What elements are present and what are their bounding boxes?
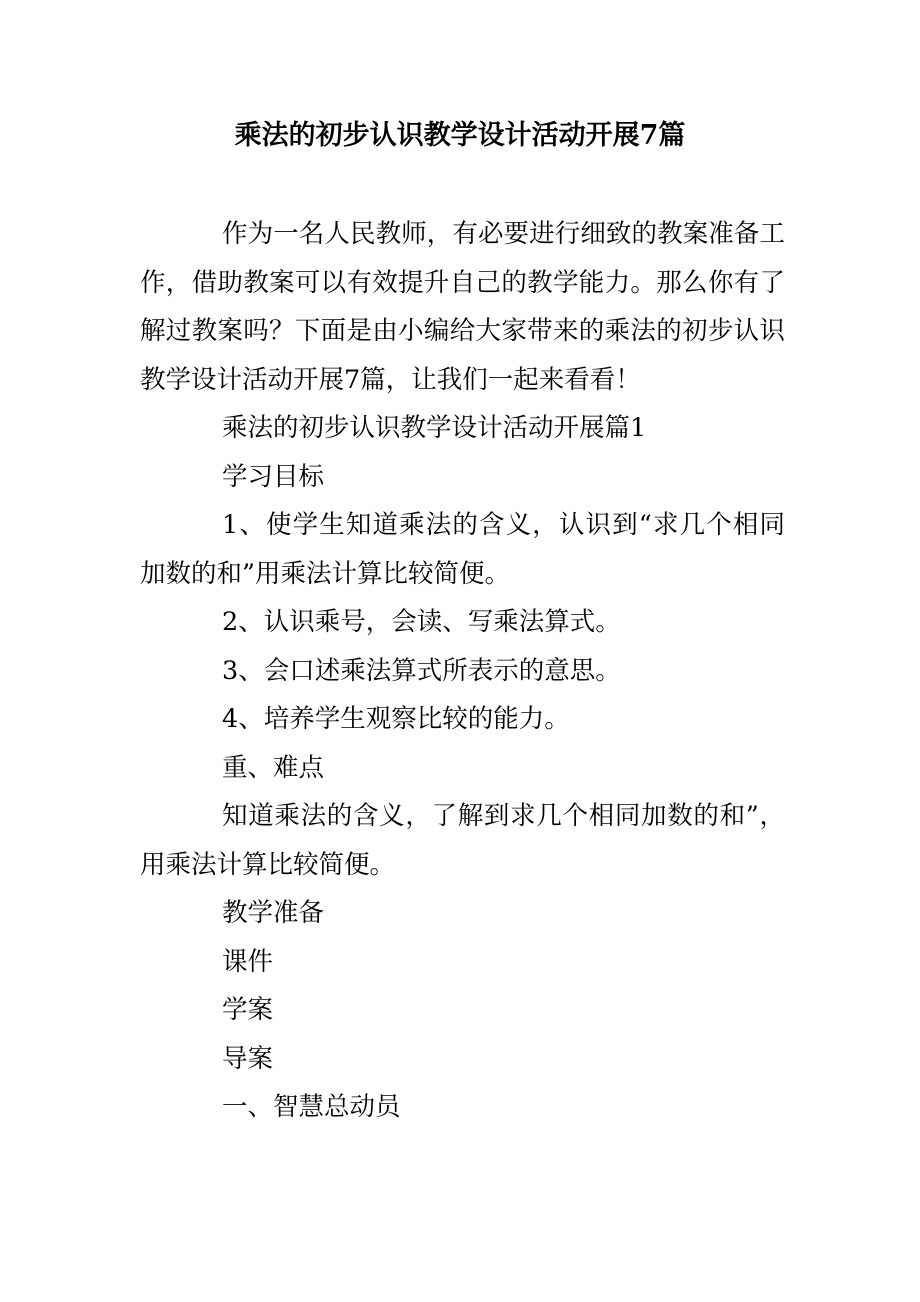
preparation-item: 课件 — [222, 946, 274, 977]
goal-item: 1、使学生知道乘法的含义，认识到“求几个相同加数的和”用乘法计算比较简便。 — [140, 510, 785, 589]
goal-item: 4、培养学生观察比较的能力。 — [222, 704, 570, 734]
goal-item: 2、认识乘号，会读、写乘法算式。 — [222, 607, 621, 637]
section-heading: 乘法的初步认识教学设计活动开展篇1 — [222, 413, 647, 443]
preparation-item: 导案 — [222, 1043, 274, 1074]
intro-paragraph: 作为一名人民教师，有必要进行细致的教案准备工作，借助教案可以有效提升自己的教学能力。那么你有了解过教案吗？下面是由小编给大家带来的乘法的初步认识教学设计活动开展7篇，让我们一起来看看！ — [140, 219, 785, 395]
subheading-key-points: 重、难点 — [222, 752, 325, 783]
document-title: 乘法的初步认识教学设计活动开展7篇 — [234, 120, 686, 151]
key-points-paragraph: 知道乘法的含义，了解到求几个相同加数的和”，用乘法计算比较简便。 — [140, 801, 785, 880]
subheading-learning-goals: 学习目标 — [222, 461, 325, 492]
document-body — [140, 210, 785, 1132]
goal-item: 3、会口述乘法算式所表示的意思。 — [222, 655, 621, 686]
subheading-part-one: 一、智慧总动员 — [222, 1092, 401, 1122]
preparation-item: 学案 — [222, 995, 274, 1025]
subheading-preparation: 教学准备 — [222, 898, 325, 928]
